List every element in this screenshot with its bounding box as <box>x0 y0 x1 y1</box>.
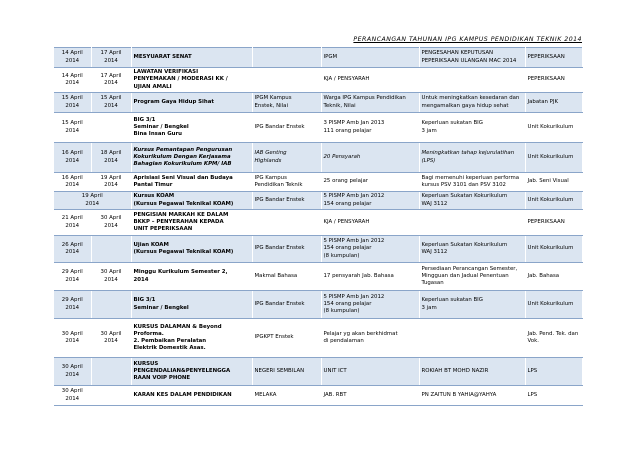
target-cell <box>321 263 419 291</box>
cell-text-line: Pantai Timur <box>133 182 173 188</box>
cell-text-line: NEGERI SEMBILAN <box>254 367 305 374</box>
cell-text-line: 2014 <box>65 304 80 311</box>
cell-text-line: 2014 <box>65 338 80 344</box>
cell-text-line: Jab. Seni Visual <box>527 178 569 185</box>
cell-text-line: BIG 3/1 <box>133 297 156 304</box>
venue-cell <box>252 143 321 173</box>
cell-text-line: PEPERIKSAAN <box>527 76 565 83</box>
table-row <box>54 358 582 386</box>
objective-cell <box>419 143 525 173</box>
cell-text-line: 14 April <box>61 50 83 57</box>
cell-text-line: PENGESAHAN KEPUTUSAN <box>421 50 494 57</box>
venue-cell <box>252 113 321 143</box>
end-date-cell <box>91 236 131 263</box>
cell-text-line: Proforma. <box>133 330 164 337</box>
program-cell <box>131 386 252 406</box>
venue-cell <box>252 210 321 236</box>
table-row <box>54 192 582 210</box>
start-date-cell <box>54 93 91 113</box>
cell-text-line: Kokurikulum Dengan Kerjasama <box>133 153 231 160</box>
cell-text-line: KURSUS <box>133 360 159 367</box>
program-cell <box>131 93 252 113</box>
cell-text-line: 5 PISMP Amb Jan 2012 <box>323 293 385 300</box>
cell-text-line: 5 PISMP Amb Jan 2012 <box>323 238 385 245</box>
target-cell <box>321 192 419 210</box>
table-row <box>54 48 582 68</box>
cell-text-line: 19 April <box>81 193 103 200</box>
cell-text-line: 2014 <box>104 57 118 64</box>
cell-text-line: 2014 <box>133 276 149 283</box>
cell-text-line: Keperluan sukatan BIG <box>421 120 483 127</box>
cell-text-line: KJA / PENSYARAH <box>323 218 370 225</box>
cell-text-line: 20 Pensyarah <box>323 153 361 160</box>
target-cell <box>321 93 419 113</box>
cell-text-line: Kursus KOAM <box>133 193 175 200</box>
cell-text-line: IPG Bandar Enstek <box>254 300 305 307</box>
cell-text-line: 16 April <box>61 150 83 157</box>
end-date-cell <box>91 210 131 236</box>
cell-text-line: Minggu Kurikulum Semester 2, <box>133 269 228 276</box>
cell-text-line: LPS <box>527 367 538 374</box>
cell-text-line: WAJ 3112 <box>421 200 448 207</box>
target-cell <box>321 386 419 406</box>
start-date-cell <box>54 358 91 386</box>
cell-text-line: Highlands <box>254 157 282 164</box>
cell-text-line: Unit Kokurikulum <box>527 123 574 130</box>
cell-text-line: BKKP – PENYERAHAN KEPADA <box>133 218 224 225</box>
cell-text-line: PEPERIKSAAN <box>527 53 565 60</box>
cell-text-line: 3 PISMP Amb Jan 2013 <box>323 120 385 127</box>
cell-text-line: 30 April <box>100 215 122 222</box>
end-date-cell <box>91 143 131 173</box>
objective-cell <box>419 291 525 319</box>
cell-text-line: 26 April <box>61 241 83 248</box>
program-cell <box>131 113 252 143</box>
cell-text-line: IPGKPT Enstek <box>254 334 294 341</box>
venue-cell <box>252 236 321 263</box>
cell-text-line: Unit Kokurikulum <box>527 196 574 203</box>
cell-text-line: 2014 <box>65 182 80 188</box>
table-row <box>54 386 582 406</box>
unit-cell <box>525 68 582 93</box>
cell-text-line: Warga IPG Kampus Pendidikan <box>323 95 406 102</box>
cell-text-line: Pendidikan Teknik <box>254 182 303 188</box>
cell-text-line: Kursus Pemantapan Pengurusan <box>133 146 233 153</box>
unit-cell <box>525 263 582 291</box>
cell-text-line: 2014 <box>65 102 80 109</box>
start-date-cell <box>54 319 91 358</box>
target-cell <box>321 113 419 143</box>
cell-text-line: LPS <box>527 391 538 398</box>
unit-cell <box>525 358 582 386</box>
cell-text-line: 3 jam <box>421 304 437 311</box>
target-cell <box>321 143 419 173</box>
cell-text-line: 30 April <box>100 330 122 337</box>
cell-text-line: Jab. Pend. Tek. dan <box>527 330 579 337</box>
cell-text-line: Untuk meningkatkan kesedaran dan <box>421 95 520 102</box>
cell-text-line: Meningkatkan tahap kejurulatihan <box>421 150 515 157</box>
objective-cell <box>419 210 525 236</box>
schedule-table-body <box>54 48 582 406</box>
cell-text-line: 154 orang pelajar <box>323 200 372 207</box>
cell-text-line: (Kursus Pegawai Teknikal KOAM) <box>133 249 234 255</box>
end-date-cell <box>91 93 131 113</box>
target-cell <box>321 48 419 68</box>
end-date-cell <box>91 319 131 358</box>
cell-text-line: 2014 <box>104 102 118 109</box>
venue-cell <box>252 319 321 358</box>
cell-text-line: 2014 <box>104 182 118 188</box>
unit-cell <box>525 291 582 319</box>
target-cell <box>321 358 419 386</box>
cell-text-line: 18 April <box>100 150 122 157</box>
unit-cell <box>525 319 582 358</box>
cell-text-line: Bagi memenuhi keperluan performa <box>421 174 520 181</box>
cell-text-line: 2014 <box>104 80 118 86</box>
cell-text-line: 15 April <box>61 95 83 102</box>
venue-cell <box>252 358 321 386</box>
objective-cell <box>419 236 525 263</box>
cell-text-line: IPG Bandar Enstek <box>254 245 305 252</box>
cell-text-line: Elektrik Domestik Asas. <box>133 345 206 352</box>
cell-text-line: Unit Kokurikulum <box>527 245 574 252</box>
cell-text-line: Enstek, Nilai <box>254 102 288 109</box>
objective-cell <box>419 48 525 68</box>
cell-text-line: Persediaan Perancangan Semester, <box>421 265 518 272</box>
cell-text-line: MELAKA <box>254 391 277 398</box>
cell-text-line: (8 kumpulan) <box>323 308 360 315</box>
program-cell <box>131 192 252 210</box>
cell-text-line: Aprisiasi Seni Visual dan Budaya <box>133 174 233 181</box>
cell-text-line: Jabatan PJK <box>527 98 559 105</box>
cell-text-line: Vok. <box>527 338 539 344</box>
table-row <box>54 210 582 236</box>
objective-cell <box>419 319 525 358</box>
cell-text-line: 25 orang pelajar <box>323 178 368 185</box>
program-cell <box>131 263 252 291</box>
end-date-cell <box>91 263 131 291</box>
table-row <box>54 113 582 143</box>
start-date-cell <box>54 291 91 319</box>
unit-cell <box>525 113 582 143</box>
cell-text-line: 2. Pembaikan Peralatan <box>133 338 207 344</box>
table-row <box>54 263 582 291</box>
cell-text-line: kursus PSV 3101 dan PSV 3102 <box>421 182 506 188</box>
end-date-cell <box>91 113 131 143</box>
target-cell <box>321 68 419 93</box>
cell-text-line: KURSUS DALAMAN & Beyond <box>133 323 222 330</box>
cell-text-line: 15 April <box>100 95 122 102</box>
cell-text-line: Jab. Bahasa <box>527 272 560 279</box>
table-row <box>54 93 582 113</box>
venue-cell <box>252 291 321 319</box>
cell-text-line: 5 PISMP Amb Jan 2012 <box>323 193 385 200</box>
cell-text-line: 2014 <box>65 276 80 283</box>
cell-text-line: 2014 <box>65 80 80 86</box>
program-cell <box>131 68 252 93</box>
cell-text-line: 30 April <box>61 388 83 395</box>
cell-text-line: UJIAN AMALI <box>133 83 172 90</box>
venue-cell <box>252 192 321 210</box>
document-title: PERANCANGAN TAHUNAN IPG KAMPUS PENDIDIKAN TEKNIK 2014 <box>353 36 582 43</box>
cell-text-line: Mingguan dan Jadual Penentuan <box>421 272 509 279</box>
cell-text-line: (LPS) <box>421 157 436 164</box>
cell-text-line: IPG Kampus <box>254 174 287 181</box>
venue-cell <box>252 386 321 406</box>
objective-cell <box>419 113 525 143</box>
cell-text-line: 30 April <box>100 269 122 276</box>
cell-text-line: Seminar / Bengkel <box>133 304 189 311</box>
cell-text-line: Program Gaya Hidup Sihat <box>133 98 214 105</box>
cell-text-line: Keperluan sukatan BIG <box>421 297 483 304</box>
cell-text-line: UNIT ICT <box>323 367 347 374</box>
program-cell <box>131 319 252 358</box>
cell-text-line: 154 orang pelajar <box>323 245 372 252</box>
cell-text-line: 2014 <box>65 371 80 378</box>
table-row <box>54 68 582 93</box>
objective-cell <box>419 173 525 192</box>
cell-text-line: IAB Genting <box>254 150 287 157</box>
cell-text-line: Bahagian Kokurikulum KPM/ IAB <box>133 161 232 168</box>
cell-text-line: 16 April <box>61 174 83 181</box>
cell-text-line: 2014 <box>65 222 80 229</box>
cell-text-line: 2014 <box>65 57 80 64</box>
cell-text-line: 30 April <box>61 364 83 371</box>
unit-cell <box>525 93 582 113</box>
start-date-cell <box>54 48 91 68</box>
cell-text-line: PENYEMAKAN / MODERASI KK / <box>133 76 228 83</box>
objective-cell <box>419 68 525 93</box>
table-row <box>54 173 582 192</box>
cell-text-line: (Kursus Pegawai Teknikal KOAM) <box>133 200 234 207</box>
cell-text-line: 3 jam <box>421 127 437 134</box>
cell-text-line: Bina Insan Guru <box>133 131 182 138</box>
objective-cell <box>419 93 525 113</box>
cell-text-line: di pendalaman <box>323 338 364 344</box>
unit-cell <box>525 143 582 173</box>
cell-text-line: 2014 <box>65 249 80 255</box>
target-cell <box>321 236 419 263</box>
cell-text-line: Pelajar yg akan berkhidmat <box>323 330 398 337</box>
cell-text-line: PN ZAITUN B YAHIA@YAHYA <box>421 391 497 398</box>
cell-text-line: 15 April <box>61 120 83 127</box>
cell-text-line: Seminar / Bengkel <box>133 123 189 130</box>
cell-text-line: 2014 <box>85 200 100 207</box>
target-cell <box>321 173 419 192</box>
start-date-cell <box>54 192 131 210</box>
cell-text-line: 2014 <box>65 127 80 134</box>
cell-text-line: KJA / PENSYARAH <box>323 76 370 83</box>
cell-text-line: IPG Bandar Enstek <box>254 123 305 130</box>
end-date-cell <box>91 68 131 93</box>
cell-text-line: JAB. RBT <box>323 391 347 398</box>
cell-text-line: Keperluan Sukatan Kokurikulum <box>421 193 508 200</box>
unit-cell <box>525 210 582 236</box>
cell-text-line: IPGM Kampus <box>254 95 292 102</box>
cell-text-line: Makmal Bahasa <box>254 272 298 279</box>
cell-text-line: LAWATAN VERIFIKASI <box>133 69 199 76</box>
venue-cell <box>252 173 321 192</box>
target-cell <box>321 291 419 319</box>
cell-text-line: PEPERIKSAAN <box>527 218 565 225</box>
cell-text-line: 29 April <box>61 297 83 304</box>
cell-text-line: MESYUARAT SENAT <box>133 53 192 60</box>
table-row <box>54 291 582 319</box>
start-date-cell <box>54 263 91 291</box>
cell-text-line: Ujian KOAM <box>133 241 169 248</box>
target-cell <box>321 319 419 358</box>
venue-cell <box>252 93 321 113</box>
cell-text-line: 17 April <box>100 50 122 57</box>
cell-text-line: 154 orang pelajar <box>323 300 372 307</box>
cell-text-line: IPGM <box>323 53 338 60</box>
unit-cell <box>525 192 582 210</box>
venue-cell <box>252 68 321 93</box>
cell-text-line: 2014 <box>104 157 118 164</box>
start-date-cell <box>54 68 91 93</box>
cell-text-line: 17 April <box>100 72 122 79</box>
start-date-cell <box>54 236 91 263</box>
cell-text-line: 14 April <box>61 72 83 79</box>
cell-text-line: Tugasan <box>421 280 444 287</box>
cell-text-line: IPG Bandar Enstek <box>254 196 305 203</box>
end-date-cell <box>91 358 131 386</box>
cell-text-line: 111 orang pelajar <box>323 127 372 134</box>
cell-text-line: WAJ 3112 <box>421 249 448 255</box>
table-row <box>54 143 582 173</box>
unit-cell <box>525 48 582 68</box>
cell-text-line: Teknik, Nilai <box>323 102 356 109</box>
cell-text-line: 29 April <box>61 269 83 276</box>
venue-cell <box>252 263 321 291</box>
cell-text-line: PEPERIKSAAN ULANGAN MAC 2014 <box>421 57 517 64</box>
program-cell <box>131 173 252 192</box>
venue-cell <box>252 48 321 68</box>
cell-text-line: BIG 3/1 <box>133 116 156 123</box>
cell-text-line: 2014 <box>65 395 80 402</box>
cell-text-line: UNIT PEPERIKSAAN <box>133 226 193 233</box>
unit-cell <box>525 173 582 192</box>
cell-text-line: 30 April <box>61 330 83 337</box>
start-date-cell <box>54 143 91 173</box>
cell-text-line: 21 April <box>61 215 83 222</box>
objective-cell <box>419 192 525 210</box>
cell-text-line: 19 April <box>100 174 122 181</box>
table-row <box>54 319 582 358</box>
cell-text-line: ROKIAH BT MOHD NAZIR <box>421 367 489 374</box>
start-date-cell <box>54 173 91 192</box>
cell-text-line: RAAN VOIP PHONE <box>133 375 191 382</box>
unit-cell <box>525 236 582 263</box>
cell-text-line: KARAN KES DALAM PENDIDIKAN <box>133 391 232 398</box>
end-date-cell <box>91 386 131 406</box>
program-cell <box>131 291 252 319</box>
start-date-cell <box>54 386 91 406</box>
cell-text-line: 2014 <box>104 276 118 283</box>
objective-cell <box>419 386 525 406</box>
end-date-cell <box>91 48 131 68</box>
program-cell <box>131 48 252 68</box>
cell-text-line: (8 kumpulan) <box>323 252 360 259</box>
program-cell <box>131 358 252 386</box>
target-cell <box>321 210 419 236</box>
cell-text-line: Keperluan Sukatan Kokurikulum <box>421 241 508 248</box>
cell-text-line: mengamalkan gaya hidup sehat <box>421 102 509 109</box>
objective-cell <box>419 358 525 386</box>
program-cell <box>131 210 252 236</box>
unit-cell <box>525 386 582 406</box>
cell-text-line: 17 pensyarah Jab. Bahasa <box>323 272 394 279</box>
cell-text-line: Unit Kokurikulum <box>527 153 574 160</box>
schedule-table <box>54 47 583 406</box>
cell-text-line: Unit Kokurikulum <box>527 300 574 307</box>
cell-text-line: 2014 <box>104 222 118 229</box>
program-cell <box>131 143 252 173</box>
cell-text-line: 2014 <box>104 338 118 344</box>
table-row <box>54 236 582 263</box>
end-date-cell <box>91 291 131 319</box>
start-date-cell <box>54 113 91 143</box>
cell-text-line: PENGISIAN MARKAH KE DALAM <box>133 211 229 218</box>
start-date-cell <box>54 210 91 236</box>
objective-cell <box>419 263 525 291</box>
cell-text-line: 2014 <box>65 157 80 164</box>
end-date-cell <box>91 173 131 192</box>
program-cell <box>131 236 252 263</box>
cell-text-line: PENGENDALIAN&PENYELENGGA <box>133 367 231 374</box>
